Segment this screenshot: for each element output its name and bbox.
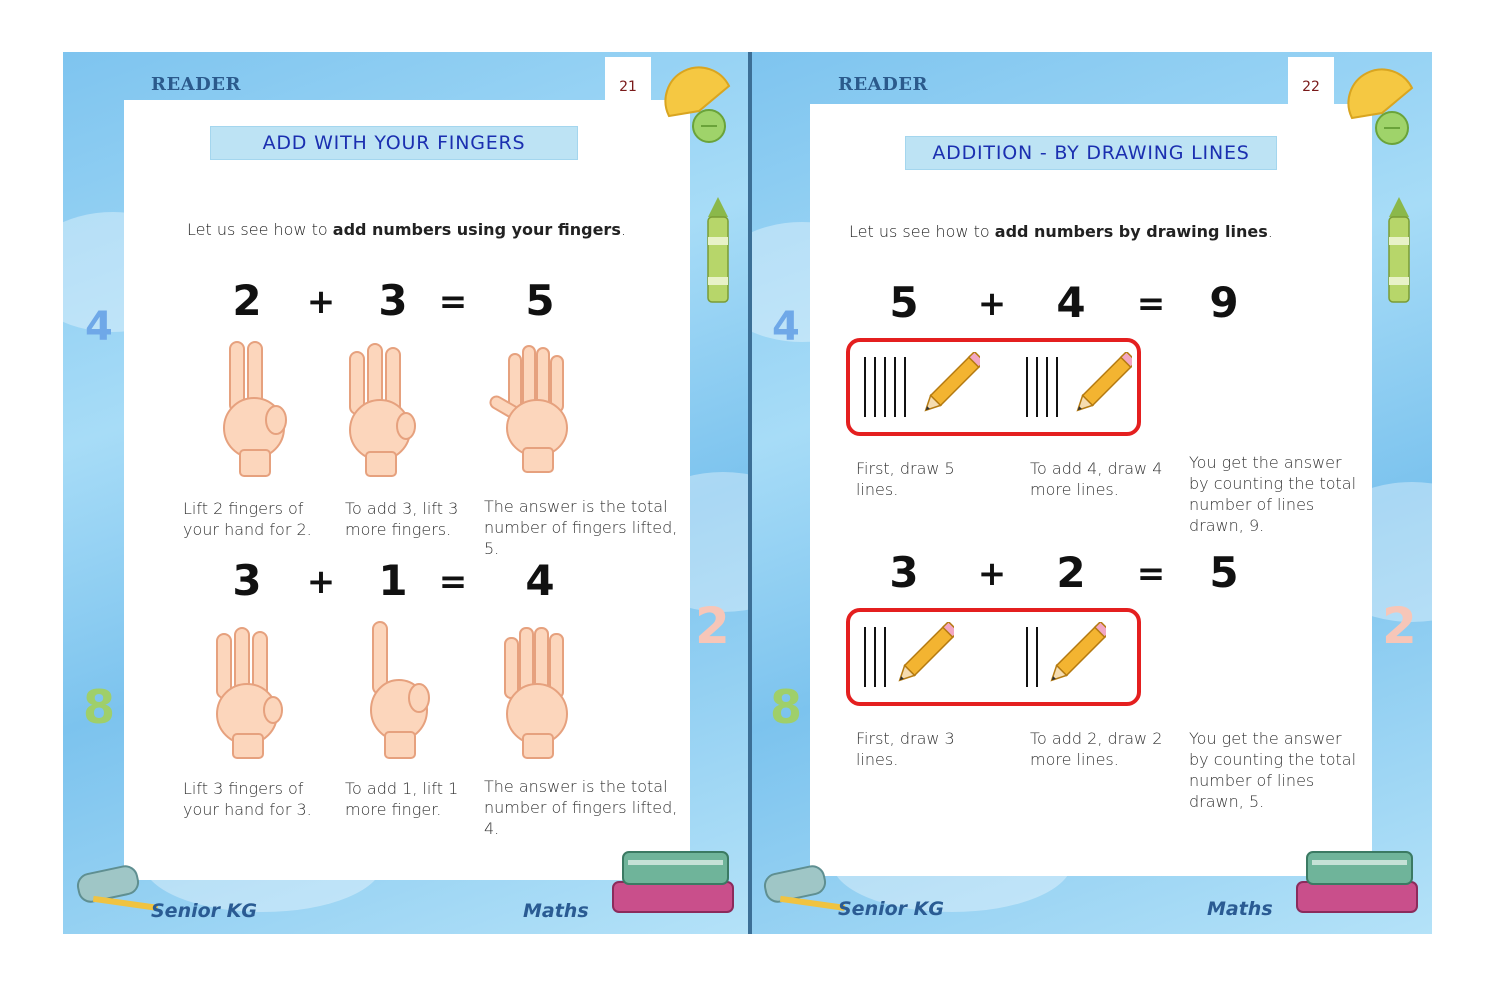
left-page-number: 21 — [605, 57, 651, 105]
tally-line — [864, 357, 866, 417]
right-eq1-lines-box — [846, 338, 1141, 436]
left-page-title: ADD WITH YOUR FINGERS — [210, 126, 578, 160]
right-page-number: 22 — [1288, 57, 1334, 105]
tally-line — [894, 357, 896, 417]
hand-three-fingers-icon — [346, 342, 424, 478]
crayon-icon — [1384, 197, 1414, 307]
protractor-icon — [659, 66, 739, 156]
right-eq2-a: 3 — [889, 548, 919, 597]
right-footer-subject: Maths — [1207, 898, 1273, 920]
right-eq2-eq: = — [1136, 554, 1166, 594]
number-two-icon: 2 — [1382, 597, 1417, 655]
tally-line — [1046, 357, 1048, 417]
tally-line — [874, 627, 876, 687]
right-intro: Let us see how to add numbers by drawing lines. — [849, 222, 1273, 241]
right-eq2-op: + — [977, 554, 1007, 594]
left-eq2-a: 3 — [232, 556, 262, 605]
tally-line — [1036, 627, 1038, 687]
hand-three-fingers-icon — [213, 626, 293, 760]
left-eq1-caption-1: Lift 2 fingers of your hand for 2. — [183, 499, 312, 539]
right-eq1-lines-first — [864, 357, 906, 417]
left-eq1-caption-2: To add 3, lift 3 more fingers. — [345, 499, 459, 539]
left-page — [63, 52, 748, 934]
tally-line — [1026, 357, 1028, 417]
right-eq1-op: + — [977, 284, 1007, 324]
left-eq1-caption-3: The answer is the total number of fingers lifted, 5. — [484, 497, 678, 558]
left-eq2-b: 1 — [378, 556, 408, 605]
pencil-case-icon — [760, 858, 850, 918]
left-footer-subject: Maths — [523, 900, 589, 922]
right-eq2-lines-second — [1026, 627, 1038, 687]
right-eq1-result: 9 — [1209, 278, 1239, 327]
tally-line — [904, 357, 906, 417]
right-eq1-b: 4 — [1056, 278, 1086, 327]
right-eq2-b: 2 — [1056, 548, 1086, 597]
right-eq1-caption-2: To add 4, draw 4 more lines. — [1030, 459, 1163, 499]
pencil-icon — [918, 352, 980, 422]
pencil-icon — [1070, 352, 1132, 422]
pencil-icon — [892, 622, 954, 692]
left-eq2-caption-3: The answer is the total number of fingers lifted, 4. — [484, 777, 678, 838]
right-page — [752, 52, 1432, 934]
pencil-case-icon — [73, 858, 163, 918]
left-header: READER — [151, 74, 241, 95]
right-eq1-eq: = — [1136, 284, 1166, 324]
right-eq2-lines-first — [864, 627, 886, 687]
left-eq2-eq: = — [438, 562, 468, 602]
tally-line — [1026, 627, 1028, 687]
number-four-icon: 4 — [772, 304, 800, 350]
protractor-icon — [1342, 68, 1422, 158]
pencil-icon — [1044, 622, 1106, 692]
hand-one-finger-icon — [367, 620, 437, 760]
right-eq2-caption-3: You get the answer by counting the total number of lines drawn, 5. — [1189, 729, 1357, 811]
tally-line — [874, 357, 876, 417]
left-intro: Let us see how to add numbers using your fingers. — [187, 220, 626, 239]
right-eq1-lines-second — [1026, 357, 1058, 417]
left-eq1-result: 5 — [525, 276, 555, 325]
tally-line — [884, 357, 886, 417]
right-eq1-a: 5 — [889, 278, 919, 327]
left-eq1-b: 3 — [378, 276, 408, 325]
tally-line — [884, 627, 886, 687]
left-eq2-caption-1: Lift 3 fingers of your hand for 3. — [183, 779, 312, 819]
right-eq2-caption-1: First, draw 3 lines. — [856, 729, 955, 769]
books-icon — [608, 842, 743, 917]
left-eq1-a: 2 — [232, 276, 262, 325]
left-content-sheet — [124, 100, 690, 880]
right-header: READER — [838, 74, 928, 95]
right-footer-grade: Senior KG — [838, 898, 944, 920]
number-two-icon: 2 — [695, 597, 730, 655]
right-eq2-lines-box — [846, 608, 1141, 706]
number-eight-icon: 8 — [83, 680, 116, 734]
left-eq1-op: + — [306, 282, 336, 322]
right-eq2-result: 5 — [1209, 548, 1239, 597]
hand-four-fingers-icon — [503, 626, 583, 760]
right-page-title: ADDITION - BY DRAWING LINES — [905, 136, 1277, 170]
right-eq2-caption-2: To add 2, draw 2 more lines. — [1030, 729, 1163, 769]
right-eq1-caption-3: You get the answer by counting the total number of lines drawn, 9. — [1189, 453, 1357, 535]
number-four-icon: 4 — [85, 304, 113, 350]
left-footer-grade: Senior KG — [151, 900, 257, 922]
left-eq2-op: + — [306, 562, 336, 602]
number-eight-icon: 8 — [770, 680, 803, 734]
left-eq2-result: 4 — [525, 556, 555, 605]
hand-two-fingers-icon — [220, 340, 298, 478]
tally-line — [864, 627, 866, 687]
right-eq1-caption-1: First, draw 5 lines. — [856, 459, 955, 499]
tally-line — [1036, 357, 1038, 417]
left-eq1-eq: = — [438, 282, 468, 322]
left-eq2-caption-2: To add 1, lift 1 more finger. — [345, 779, 459, 819]
crayon-icon — [703, 197, 733, 307]
hand-five-fingers-icon — [487, 344, 585, 474]
tally-line — [1056, 357, 1058, 417]
books-icon — [1292, 842, 1427, 917]
